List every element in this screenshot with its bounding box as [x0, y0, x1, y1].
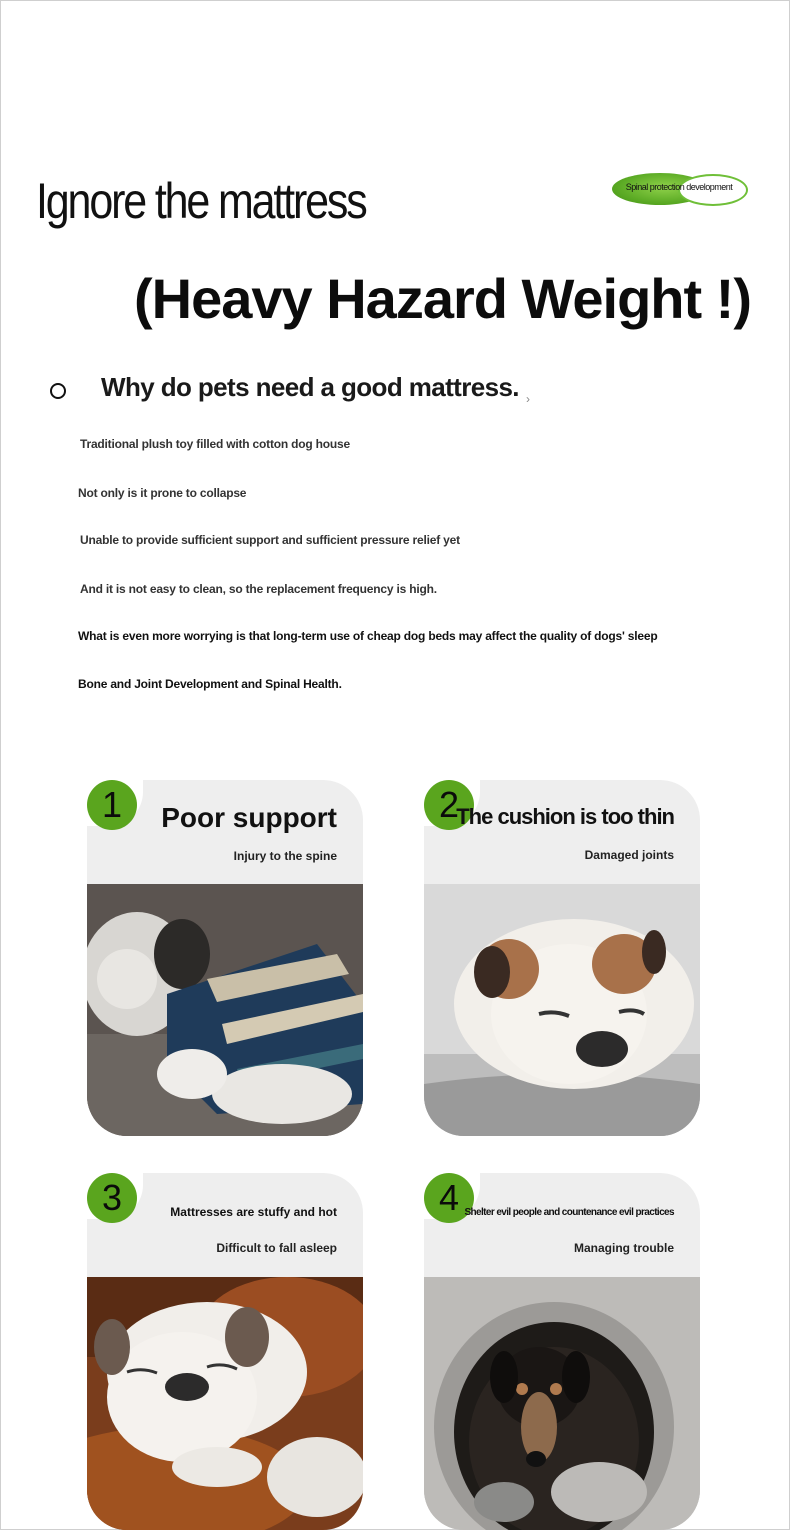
- paragraph-line: Traditional plush toy filled with cotton dog house: [80, 437, 350, 451]
- paragraph-line: Not only is it prone to collapse: [78, 486, 247, 500]
- paragraph-line: Bone and Joint Development and Spinal Health.: [78, 677, 342, 691]
- number-badge: 1: [87, 780, 137, 830]
- card-heading: The cushion is too thin: [456, 804, 674, 829]
- card-subtitle: Injury to the spine: [233, 849, 337, 863]
- card-heading: Poor support: [161, 802, 337, 833]
- card-subtitle: Damaged joints: [584, 848, 674, 862]
- number-badge: 4: [424, 1173, 474, 1223]
- bulldog-leather-photo: [87, 1277, 363, 1530]
- number-badge: 3: [87, 1173, 137, 1223]
- subtitle-heading: (Heavy Hazard Weight !): [134, 267, 751, 330]
- problem-card-4: [424, 1173, 700, 1529]
- bulldog-blanket-photo: [424, 884, 700, 1136]
- question-heading: Why do pets need a good mattress.: [101, 372, 519, 402]
- question-mark-glyph: ›: [526, 392, 530, 406]
- main-title: Ignore the mattress: [36, 173, 366, 229]
- card-subtitle: Difficult to fall asleep: [216, 1241, 337, 1255]
- card-heading: Shelter evil people and countenance evil practices: [464, 1207, 674, 1218]
- card-heading: Mattresses are stuffy and hot: [170, 1205, 337, 1219]
- card-subtitle: Managing trouble: [574, 1241, 674, 1255]
- problem-card-2: [424, 780, 700, 1136]
- circle-bullet-icon: [50, 383, 66, 399]
- dachshund-cave-photo: [424, 1277, 700, 1530]
- problem-card-1: [87, 780, 363, 1136]
- paragraph-line: Unable to provide sufficient support and sufficient pressure relief yet: [80, 533, 460, 547]
- number-badge: 2: [424, 780, 474, 830]
- spinal-badge: [612, 173, 746, 205]
- paragraph-line: What is even more worrying is that long-term use of cheap dog beds may affect the quality of dogs' sleep: [78, 629, 658, 643]
- badge-label: Spinal protection development: [625, 182, 733, 192]
- dog-sweater-photo: [87, 884, 363, 1136]
- paragraph-line: And it is not easy to clean, so the replacement frequency is high.: [80, 582, 437, 596]
- problem-card-3: [87, 1173, 363, 1529]
